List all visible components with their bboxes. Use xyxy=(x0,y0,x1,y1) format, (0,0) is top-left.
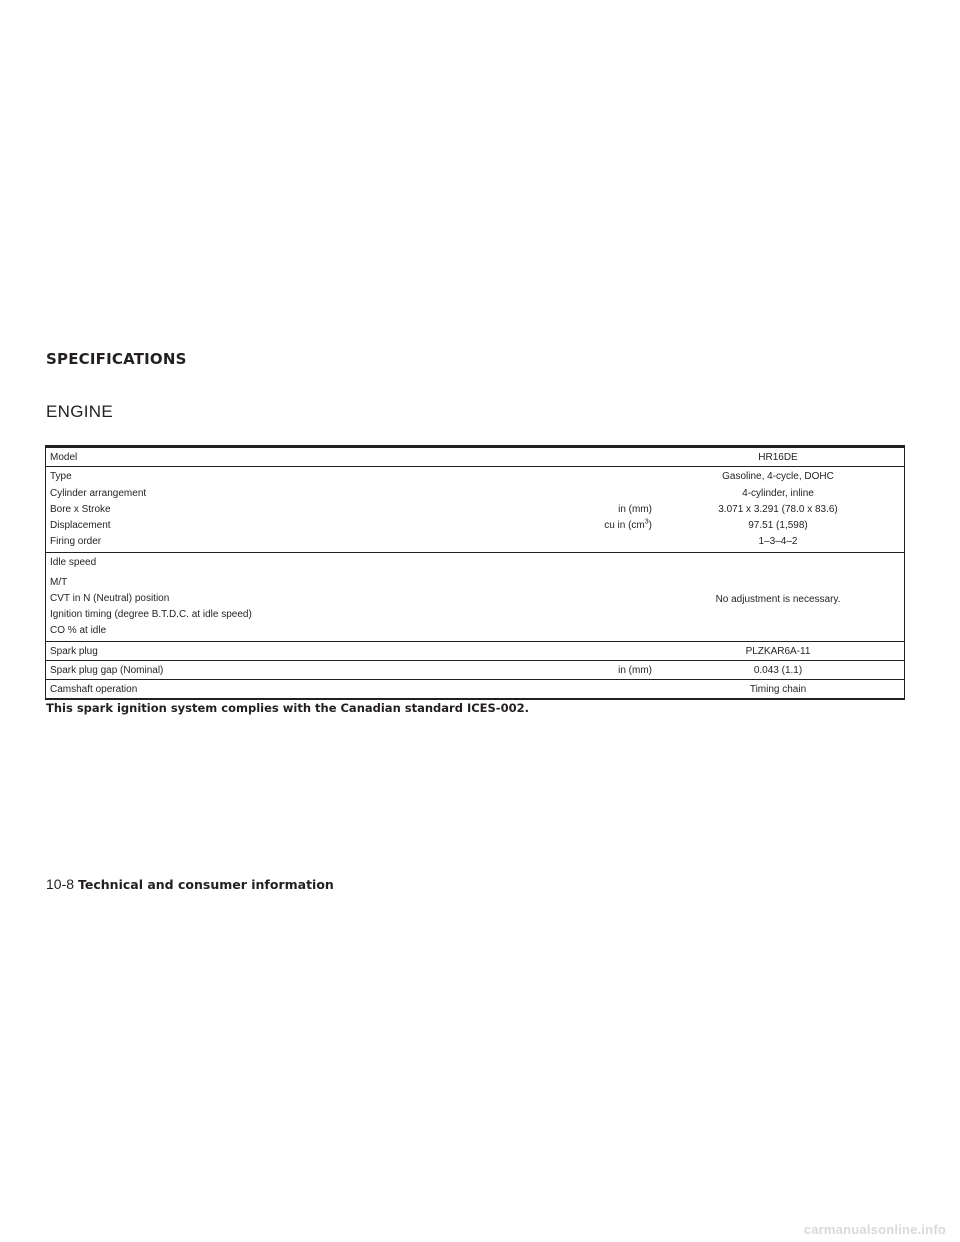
idle-item: M/T xyxy=(50,577,68,588)
camshaft-label: Camshaft operation xyxy=(50,684,138,695)
displacement-value: 97.51 (1,598) xyxy=(748,520,808,531)
table-row-spark-plug-gap xyxy=(46,661,905,680)
basic-labels xyxy=(46,467,511,553)
firing-order-label: Firing order xyxy=(50,536,102,547)
bore-stroke-unit: in (mm) xyxy=(618,504,652,515)
basic-units xyxy=(510,467,652,553)
bore-stroke-value: 3.071 x 3.291 (78.0 x 83.6) xyxy=(718,504,838,515)
spark-plug-gap-label: Spark plug gap (Nominal) xyxy=(46,661,511,680)
idle-value: No adjustment is necessary. xyxy=(652,553,905,642)
basic-values xyxy=(652,467,905,553)
table-row-camshaft xyxy=(46,680,905,700)
cylinder-arrangement-label: Cylinder arrangement xyxy=(50,488,147,499)
compliance-note: This spark ignition system complies with the Canadian standard ICES-002. xyxy=(46,701,529,715)
displacement-label: Displacement xyxy=(50,520,111,531)
idle-item: CVT in N (Neutral) position xyxy=(50,593,170,604)
model-value: HR16DE xyxy=(652,447,905,467)
chapter-title: Technical and consumer information xyxy=(78,877,334,892)
camshaft-value: Timing chain xyxy=(749,684,807,695)
displacement-unit: cu in $(cm^3)$ xyxy=(604,518,652,531)
cylinder-arrangement-value: 4-cylinder, inline xyxy=(742,488,814,499)
page-number: 10-8 xyxy=(46,876,75,892)
idle-item: CO % at idle xyxy=(50,625,107,636)
subsection-title: ENGINE xyxy=(46,402,113,421)
spark-plug-label: Spark plug xyxy=(46,642,511,661)
model-label: Model xyxy=(46,447,511,467)
idle-labels xyxy=(46,553,511,642)
table-row-model xyxy=(46,447,905,467)
table-row-basic-specs xyxy=(46,467,905,553)
section-title: SPECIFICATIONS xyxy=(46,350,187,368)
table-row-spark-plug xyxy=(46,642,905,661)
page-footer xyxy=(46,876,334,892)
bore-stroke-label: Bore x Stroke xyxy=(50,504,111,515)
watermark: carmanualsonline.info xyxy=(803,1222,946,1237)
firing-order-value: 1–3–4–2 xyxy=(758,536,798,547)
spark-plug-gap-unit: in (mm) xyxy=(510,661,652,680)
table-row-idle xyxy=(46,553,905,642)
type-value: Gasoline, 4-cycle, DOHC xyxy=(722,471,834,482)
spark-plug-gap-value: 0.043 (1.1) xyxy=(652,661,905,680)
spark-plug-value: PLZKAR6A-11 xyxy=(652,642,905,661)
idle-item: Ignition timing (degree B.T.D.C. at idle speed) xyxy=(50,609,252,620)
type-label: Type xyxy=(50,471,72,482)
idle-heading: Idle speed xyxy=(50,557,97,568)
engine-spec-table xyxy=(45,445,905,700)
